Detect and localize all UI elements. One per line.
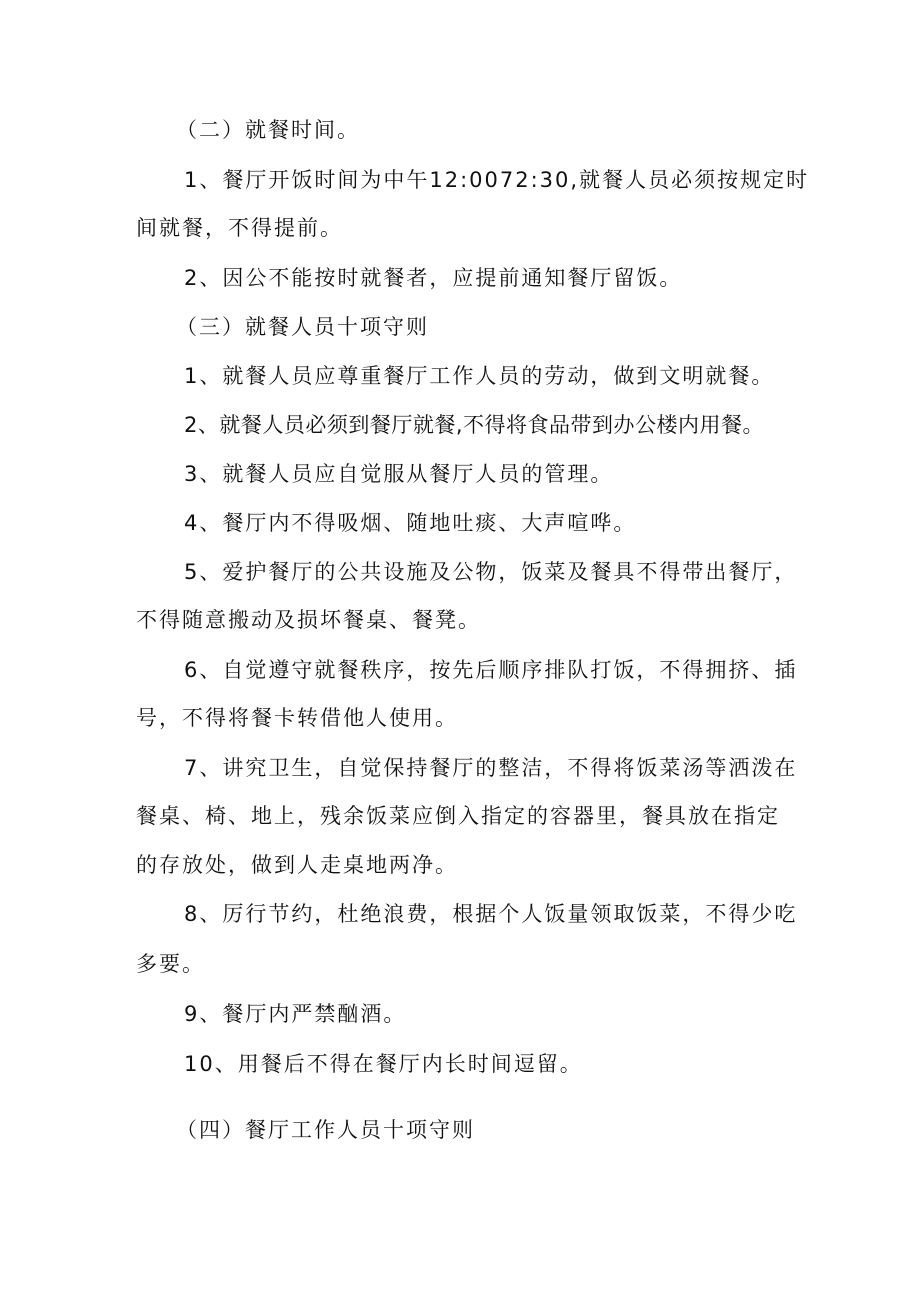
paragraph-line: 不得随意搬动及损坏餐桌、餐凳。 [136, 608, 481, 632]
paragraph-line: 号，不得将餐卡转借他人使用。 [136, 706, 458, 730]
paragraph-line: 多要。 [136, 952, 205, 976]
paragraph-line: 7、讲究卫生，自觉保持餐厅的整洁，不得将饭菜汤等洒泼在 [184, 756, 798, 780]
section-heading-dining-time: （二）就餐时间。 [176, 118, 360, 142]
section-heading-diner-rules: （三）就餐人员十项守则 [176, 315, 429, 339]
paragraph-line: 的存放处，做到人走桌地两净。 [136, 853, 458, 877]
paragraph-line: 5、爱护餐厅的公共设施及公物，饭菜及餐具不得带出餐厅， [184, 560, 798, 584]
paragraph-line: 4、餐厅内不得吸烟、随地吐痰、大声喧哗。 [184, 511, 637, 535]
paragraph-line: 1、就餐人员应尊重餐厅工作人员的劳动，做到文明就餐。 [184, 364, 775, 388]
paragraph-line: 餐桌、椅、地上，残余饭菜应倒入指定的容器里，餐具放在指定 [136, 804, 780, 828]
paragraph-line: 6、自觉遵守就餐秩序，按先后顺序排队打饭，不得拥挤、插 [184, 658, 798, 682]
paragraph-line: 2、因公不能按时就餐者，应提前通知餐厅留饭。 [184, 266, 683, 290]
paragraph-line: 3、就餐人员应自觉服从餐厅人员的管理。 [184, 462, 614, 486]
paragraph-line: 间就餐，不得提前。 [136, 216, 343, 240]
paragraph-line: 9、餐厅内严禁酗酒。 [184, 1002, 407, 1026]
paragraph-line: 1、餐厅开饭时间为中午12:0072:30,就餐人员必须按规定时 [184, 168, 810, 192]
paragraph-line: 2、就餐人员必须到餐厅就餐,不得将食品带到办公楼内用餐。 [184, 413, 765, 437]
paragraph-line: 10、用餐后不得在餐厅内长时间逗留。 [184, 1052, 583, 1076]
section-heading-staff-rules: （四）餐厅工作人员十项守则 [176, 1118, 475, 1142]
paragraph-line: 8、厉行节约，杜绝浪费，根据个人饭量领取饭菜，不得少吃 [184, 902, 798, 926]
